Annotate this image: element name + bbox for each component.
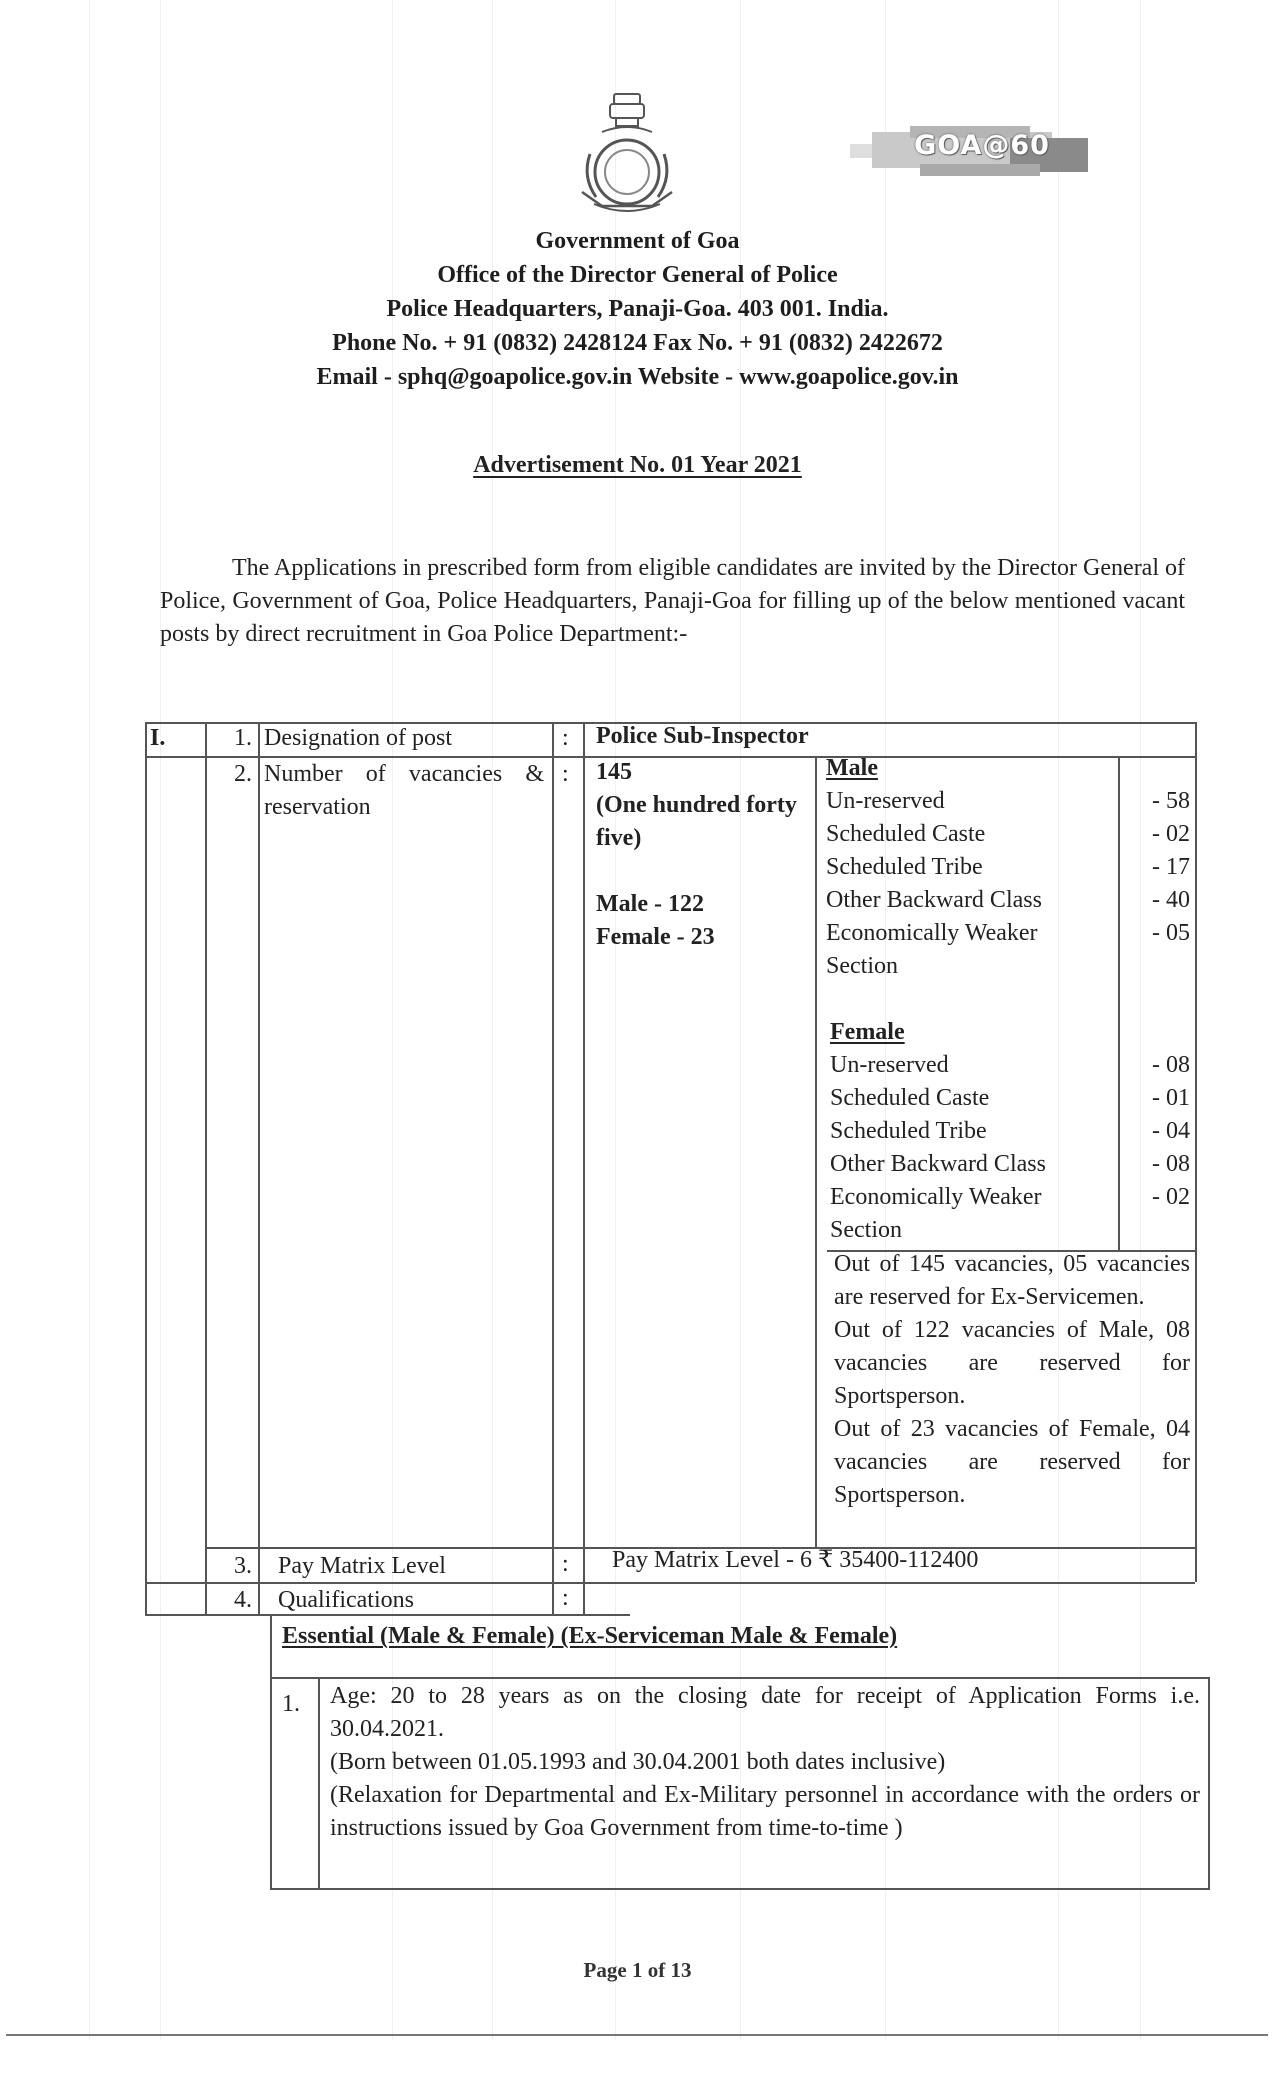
colon: : [562,1551,569,1577]
male-counts [1122,785,1190,950]
header-office: Office of the Director General of Police [437,262,838,288]
section-number: I. [150,725,166,751]
row-label-qualifications: Qualifications [278,1587,414,1613]
row-number: 2. [234,761,252,787]
intro-paragraph: The Applications in prescribed form from eligible candidates are invited by the Director General of Police, Government of Goa, Police Headquarters, Panaji-Goa for filling up of the below mentioned vacant posts by direct recruitment in Goa Police Department:- [160,555,1185,647]
female-reservation-list [830,1016,1115,1247]
category-count: - 58 [1152,788,1190,814]
vacancy-totals [596,756,806,954]
category-name: Un-reserved [830,1052,949,1078]
category-count: - 17 [1152,854,1190,880]
category-count: - 05 [1152,920,1190,946]
age-relaxation: (Relaxation for Departmental and Ex-Military personnel in accordance with the orders or instructions issued by Goa Government from time-to-time ) [330,1782,1200,1841]
designation-value: Police Sub-Inspector [596,723,809,749]
category-name: Economically Weaker Section [826,920,1038,979]
category-name: Scheduled Caste [830,1085,990,1111]
age-requirement: Age: 20 to 28 years as on the closing date for receipt of Application Forms i.e. 30.04.2021. [330,1683,1200,1742]
category-count: - 01 [1152,1085,1190,1111]
male-reservation-list [826,752,1116,983]
police-emblem-icon [572,92,682,220]
row-label-pay: Pay Matrix Level [278,1553,446,1579]
qualifications-heading: Essential (Male & Female) (Ex-Serviceman Male & Female) [282,1623,898,1649]
header-email-website: Email - sphq@goapolice.gov.in Website - www.goapolice.gov.in [316,364,959,390]
category-count: - 02 [1152,1184,1190,1210]
category-count: - 40 [1152,887,1190,913]
goa-at-60-logo: GOA@60 [850,120,1115,190]
category-name: Scheduled Caste [826,821,986,847]
pay-matrix-value: Pay Matrix Level - 6 ₹ 35400-112400 [612,1547,979,1573]
qualification-age [330,1680,1200,1845]
note-male-sportsperson: Out of 122 vacancies of Male, 08 vacancies are reserved for Sportsperson. [834,1317,1190,1409]
total-vacancies-words: (One hundred forty five) [596,792,797,851]
male-heading: Male [826,755,878,781]
born-between: (Born between 01.05.1993 and 30.04.2001 both dates inclusive) [330,1749,946,1775]
colon: : [562,1585,569,1611]
male-total: Male - 122 [596,891,704,917]
header-government: Government of Goa [535,228,740,254]
qualification-number: 1. [282,1691,300,1717]
advertisement-title: Advertisement No. 01 Year 2021 [473,452,802,478]
note-female-sportsperson: Out of 23 vacancies of Female, 04 vacancies are reserved for Sportsperson. [834,1416,1190,1508]
row-label-vacancies: Number of vacancies & reservation [264,761,544,820]
category-count: - 08 [1152,1052,1190,1078]
total-vacancies: 145 [596,759,632,785]
header-address: Police Headquarters, Panaji-Goa. 403 001. India. [386,296,889,322]
category-name: Scheduled Tribe [830,1118,987,1144]
colon: : [562,761,569,787]
category-name: Other Backward Class [826,887,1042,913]
category-count: - 02 [1152,821,1190,847]
female-counts [1122,1049,1190,1214]
row-number: 1. [234,725,252,751]
colon: : [562,725,569,751]
page-number: Page 1 of 13 [583,1958,692,1982]
category-name: Scheduled Tribe [826,854,983,880]
category-count: - 08 [1152,1151,1190,1177]
female-total: Female - 23 [596,924,715,950]
note-ex-servicemen: Out of 145 vacancies, 05 vacancies are reserved for Ex-Servicemen. [834,1251,1190,1310]
row-label-designation: Designation of post [264,725,452,751]
female-heading: Female [830,1019,905,1045]
category-name: Economically Weaker Section [830,1184,1042,1243]
category-name: Other Backward Class [830,1151,1046,1177]
reservation-notes [834,1248,1190,1512]
row-number: 4. [234,1587,252,1613]
category-name: Un-reserved [826,788,945,814]
category-count: - 04 [1152,1118,1190,1144]
row-number: 3. [234,1553,252,1579]
header-phone-fax: Phone No. + 91 (0832) 2428124 Fax No. + 91 (0832) 2422672 [332,330,943,356]
